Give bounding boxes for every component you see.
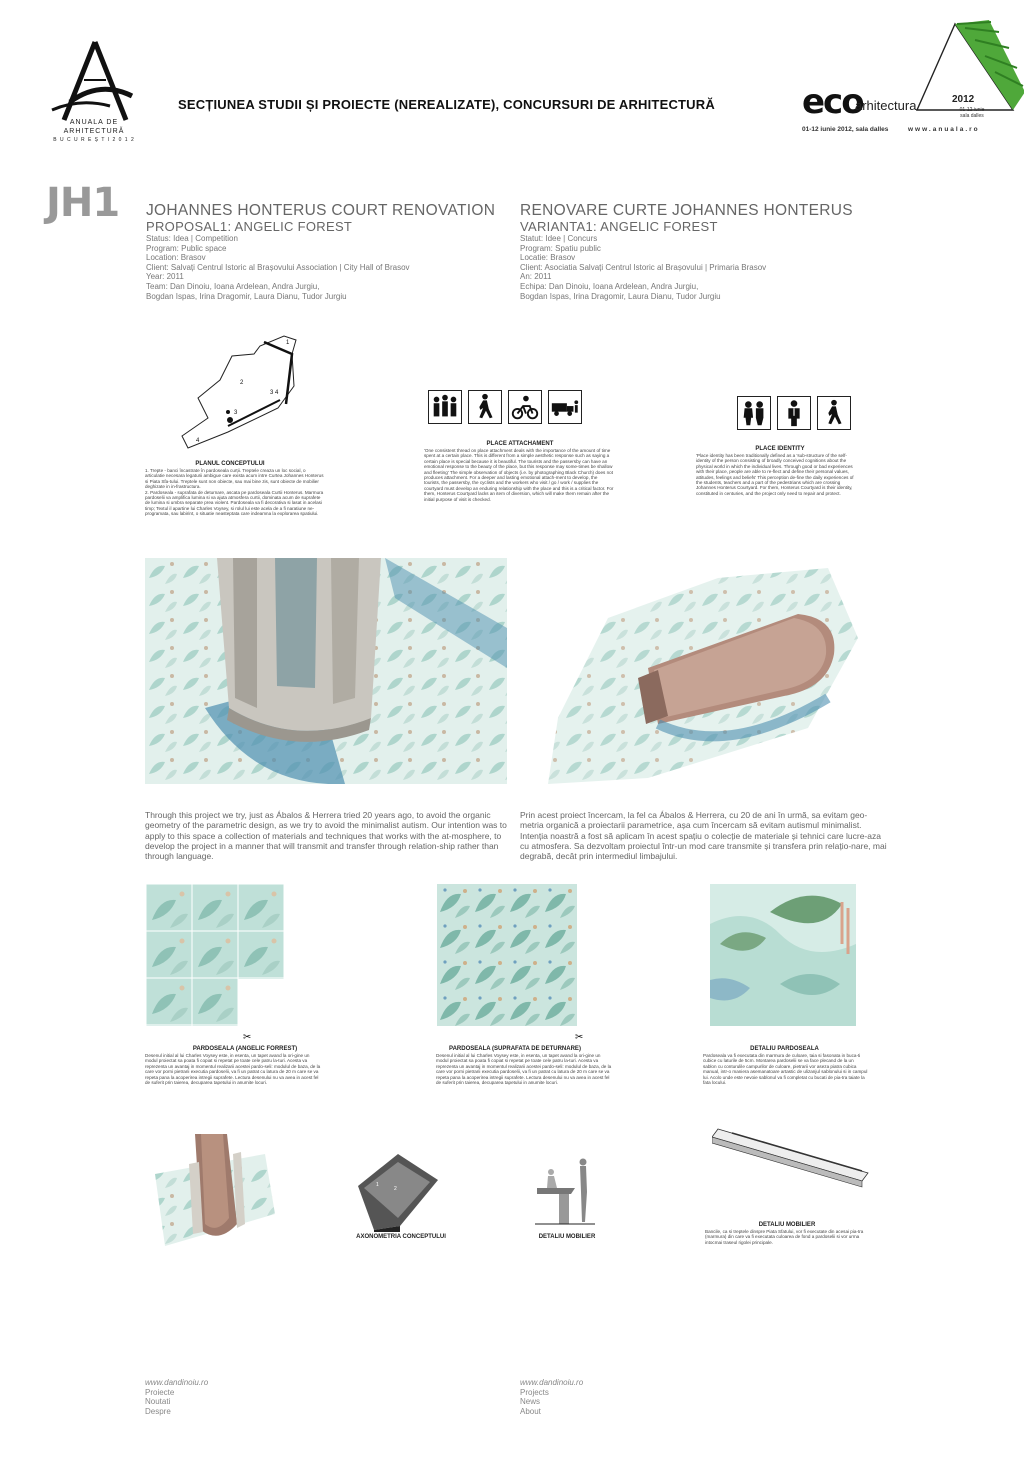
attachment-pictograms — [428, 390, 582, 424]
footer-url-left[interactable]: www.dandinoiu.ro — [145, 1378, 209, 1387]
footer-link-projects[interactable]: Projects — [520, 1387, 549, 1397]
project-info-en — [146, 202, 526, 301]
svg-text:2: 2 — [394, 1186, 397, 1192]
attachment-caption: PLACE ATTACHAMENT — [486, 441, 554, 447]
arhitectura-logo-text: arhitectura — [855, 98, 917, 113]
anuala-logo-text: ANUALA DE ARHITECTURĂ B U C U R E Ș T I 2 0 1 2 — [53, 119, 135, 143]
eco-logo-text: eco — [802, 82, 863, 122]
church-plan-render — [528, 558, 880, 784]
furniture-caption: DETALIU MOBILIER — [538, 1234, 596, 1240]
project-code: JH1 — [46, 180, 120, 226]
furniture-detail-caption: DETALIU MOBILIER — [758, 1222, 816, 1228]
intent-paragraph-ro: Prin acest proiect încercam, la fel ca Ábalos & Herrera, cu 20 de ani în urmă, sa evitam geo-metria organică a proiectarii parametrice, așa cum încercam să evitam autismul minimalist. Intenția noastră a fost să aplicam în acest spațiu o colecție de materiale și tehnici care lucre-aza cu atmosfera. Sa dezvoltam proiectul într-un mod care transmite și transfera prin relațio-nare, mai degrabă, decât prin intermediul limbajului. — [520, 810, 887, 862]
year-sub-label: 01-12 iunie sala dalles — [959, 107, 985, 119]
exhibition-date: 01-12 iunie 2012, sala dalles — [802, 126, 889, 133]
delivery-truck-icon — [548, 390, 582, 424]
tile2-text: Desenul initial al lui Charles Voysey este, in esenta, un tapet avand la ori-gine un modul proiectat sa poata fi copiat si repetat pe toate cele patru la-turi. Acesta va reprezenta un avantaj in momentul realizarii acestei pardo-seli: modulul de baza, de la care vor porni pietrarii executia pardoselii, va fi un patrat cu latura de 20 m care se va repeta pana la acoperirea intregii suprafete. Lectura desenului nu va avea in acest fel de suferit prin taierea, decuparea tapetului in anumite locuri. — [436, 1053, 612, 1086]
tile1-text: Desenul initial al lui Charles Voysey este, in esenta, un tapet avand la ori-gine un modul proiectat sa poata fi copiat si repetat pe toate cele patru la-turi. Acesta va reprezenta un avantaj in momentul realizarii acestei pardo-seli: modulul de baza, de la care vor porni pietrarii executia pardoselii, va fi un patrat cu latura de 20 m care se va repeta pana la acoperirea intregii suprafete. Lectura desenului nu va avea in acest fel de suferit prin taierea, decuparea tapetului in anumite locuri. — [145, 1053, 321, 1086]
scissors-icon-2: ✂ — [575, 1032, 584, 1043]
scissors-icon: ✂ — [243, 1032, 252, 1043]
axonometry-caption: AXONOMETRIA CONCEPTULUI — [356, 1234, 446, 1240]
section-title: SECȚIUNEA STUDII ȘI PROIECTE (NEREALIZATE), CONCURSURI DE ARHITECTURĂ — [178, 97, 715, 112]
floor-tile-detour-surface — [437, 884, 577, 1026]
concept-plan-diagram — [168, 326, 308, 456]
project-title-en: JOHANNES HONTERUS COURT RENOVATION — [146, 202, 496, 219]
furniture-detail-text: Bancile, ca si treptele dinspre Piata Sfatului, vor fi executate din acesai pia-tra (marmura) din care va fi executata culoarea de fond a pardoselii si vor urma intocmai traseul rigolei principale. — [705, 1229, 864, 1245]
cyclist-icon — [508, 390, 542, 424]
identity-text: 'Place identity has been traditionally defined as a 'sub-structure of the self-identity of the person consisting of broadly conceived cognitions about the physical world in which the individual lives. Through good or bad experiences with their place, people are able to re-flect and define their personal values, attitudes, feelings and beliefs' This perception de-fine the daily experiences of the students, teachers and a part of the pedestrians which are crossing Johannes Honterus Courtyard. For them, Honterus Courtyard is their identity, constituted in centuries, and the project only need to repair and protect. — [696, 453, 854, 496]
tile1-caption: PARDOSEALA (ANGELIC FORREST) — [192, 1046, 298, 1052]
anuala-url[interactable]: www.anuala.ro — [908, 126, 980, 133]
walking-person-icon — [468, 390, 502, 424]
project-meta-en: Status: Idea | Competition Program: Public space Location: Brasov Client: Salvați Centrul Istoric al Brașovului Association | City Hall of Brasov Year: 2011 Team: Dan Dinoiu, Ioana Ardelean, Andra Jurgiu, Bogdan Ispas, Irina Dragomir, Laura Dianu, Tudor Jurgiu — [146, 234, 410, 301]
students-icon — [737, 396, 771, 430]
teacher-icon — [777, 396, 811, 430]
footer-link-proiecte[interactable]: Proiecte — [145, 1387, 175, 1397]
project-subtitle-en: PROPOSAL1: ANGELIC FOREST — [146, 219, 353, 234]
bench-section-diagram — [535, 1152, 595, 1232]
anuala-logo-icon — [40, 40, 150, 130]
footer-url-right[interactable]: www.dandinoiu.ro — [520, 1378, 584, 1387]
project-meta-ro: Statut: Idee | Concurs Program: Spatiu public Locatie: Brasov Client: Asociatia Salvați Centrul Istoric al Brașovului | Primaria Brasov An: 2011 Echipa: Dan Dinoiu, Ioana Ardelean, Andra Jurgiu, Bogdan Ispas, Irina Dragomir, Laura Dianu, Tudor Jurgiu — [520, 234, 767, 301]
bench-axonometry-diagram — [712, 1125, 872, 1195]
concept-axonometry-diagram — [354, 1150, 442, 1232]
tile3-text: Pardoseala va fi executata din marmura de culoare, taia si fasonata in buca-ti cubice cu laturile de 5cm. Montarea pardoselii se va face plecand de la un sablon cu conturulile campurilor de culoare, pietrarii vor aseza piatra cubica manual, intr-o maniera asemanatoare artastic de ulizanjul sablonului si in campul lui. Acolo unde este nevoie sablonul va fi completat cu bucati de pia-tra taiate la fata locului. — [703, 1053, 868, 1086]
svg-text:2: 2 — [240, 380, 244, 386]
attachment-text: 'One consistent thread on place attachment deals with the importance of the amount of time spent at a certain place. This is different from a simple aesthetic response such as saying a certain place is special because it is beautiful. The tourists and the passersby can have an emotional response to the beauty of the place, but this response may some-times be shallow and fleeting' The simple observation of objects (i.e. by photographing Black Church) does not produces attachment. For a deeper and lasting emotional attach-ment to develop, the tourists, the passersby, the cyclists and the workers who visit / go / work / supplies the courtyard must develop an enduring relationship with the place and this is a critical factor. For them, Honterus Courtyard lacks an item of diversion, which will make them remain after the initial purpose of visit is checked. — [424, 448, 614, 502]
footer-right — [520, 1378, 583, 1416]
footer-link-news[interactable]: News — [520, 1397, 541, 1407]
group-people-icon — [428, 390, 462, 424]
svg-text:3: 3 — [234, 410, 238, 416]
svg-text:1: 1 — [286, 340, 290, 346]
identity-caption: PLACE IDENTITY — [755, 446, 805, 452]
project-subtitle-ro: VARIANTA1: ANGELIC FOREST — [520, 219, 718, 234]
tile2-caption: PARDOSEALA (SUPRAFATA DE DETURNARE) — [449, 1046, 581, 1052]
floor-tile-angelic-forest — [146, 884, 284, 1026]
church-aerial-render — [145, 558, 507, 784]
project-title-ro: RENOVARE CURTE JOHANNES HONTERUS — [520, 202, 853, 219]
intent-paragraph-en: Through this project we try, just as Ábalos & Herrera tried 20 years ago, to avoid the organic geometry of the parametric design, as we try to avoid the minimalist autism. Our intention was to apply to this space a collection of materials and techniques that works with the at-mosphere, to develop the project in a manner that will transmit and transfer through relation-ship rather than through language. — [145, 810, 507, 862]
plan-text: 1. Trepte - banci încastrate în pardoseala curții. Treptele creaza un loc social, o articulatie necesara legaturii ambigue care exista acum intre Curtea Johannes Honterus si Piata Sfa-tului. Treptele sunt non obiecte, sau mai bine zis, sunt obiecte de mobilier deghizate in in-frastructura. 2. Pardoseala - suprafata de deturnare, ascata pe pardoseala Curtii Honterus. Marmura pardoselii va amplifica lumina si va ajuta atmosfera curtii, dominata acum de suprafete de lumina si umbra separate prea violent. Pardoseala va fi decorativa si lasat in acelasi timp; Textul il apartine lui Charles Voysey, si rolul lui este acela de a fi naratiune ne-programata, sau labirint, o situatie neasteptata care indeamna la explorarea spatiului. — [145, 468, 324, 517]
svg-text:3 4: 3 4 — [270, 390, 279, 396]
svg-text:4: 4 — [196, 438, 200, 444]
year-label: 2012 — [952, 94, 975, 105]
footer-link-noutati[interactable]: Noutati — [145, 1397, 171, 1407]
footer-left — [145, 1378, 208, 1416]
floor-detail-tile — [710, 884, 856, 1026]
footer-link-about[interactable]: About — [520, 1406, 541, 1416]
plan-caption: PLANUL CONCEPTULUI — [195, 461, 265, 467]
identity-pictograms — [737, 396, 851, 430]
pedestrian-icon — [817, 396, 851, 430]
footer-link-despre[interactable]: Despre — [145, 1406, 171, 1416]
church-perspective-render — [145, 1134, 275, 1246]
svg-text:1: 1 — [376, 1182, 379, 1188]
project-info-ro — [520, 202, 900, 301]
tile3-caption: DETALIU PARDOSEALA — [750, 1046, 819, 1052]
